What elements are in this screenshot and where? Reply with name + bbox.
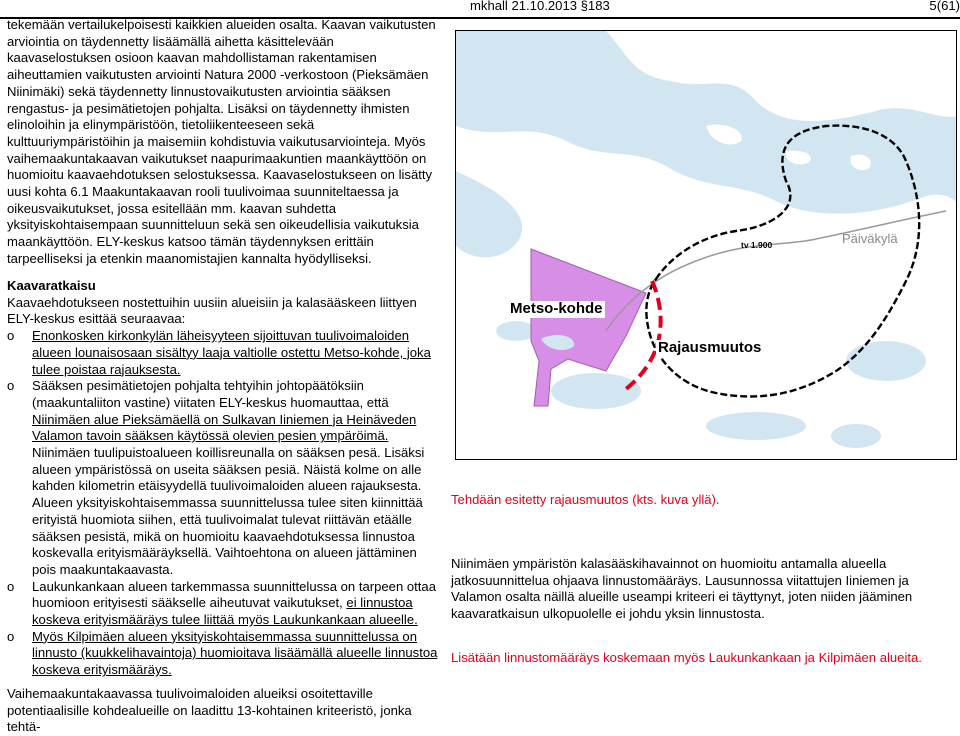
lake-3 (846, 341, 926, 381)
bullet-text: Sääksen pesimätietojen pohjalta tehtyihin johtopäätöksiin (maakuntaliiton vastine) viitaten ELY-keskus huomauttaa, että (32, 378, 389, 410)
bullet-item (7, 328, 439, 378)
bullet-marker: o (7, 328, 15, 344)
bottom-paragraph (7, 686, 439, 736)
bullet-item (7, 579, 439, 629)
lake-4 (496, 321, 536, 341)
bullet-text: Niinimäen tuulipuistoalueen koillisreunalla on sääksen pesä. Lisäksi alueen ympäristössä on useita sääksen pesiä. Näistä kolme on alle kahden kilometrin etäisyydellä tuulivoimaloiden alueen rajauksesta. Alueen yksityiskohtaisemmassa suunnittelussa tulee siten kiinnittää erityistä huomiota siihen, että tuulivoimalat tulevat riittävän etäälle sääksen pesistä, mikä on huomioitu kaavaehdotuksessa linnustoa koskevalla erityismääräyksellä. Vaihtoehtona on alueen jättäminen pois maakuntakaavasta. (32, 445, 425, 577)
bullet-text: Enonkosken kirkonkylän läheisyyteen sijoittuvan tuulivoimaloiden alueen lounaisosaan sisältyy laaja valtiolle ostettu Metso-kohde, joka tulee poistaa rajauksesta. (32, 328, 431, 377)
label-rajausmuutos: Rajausmuutos (658, 339, 762, 356)
section-heading: Kaavaratkaisu (7, 278, 96, 293)
bottom-text: Vaihemaakuntakaavassa tuulivoimaloiden alueiksi osoitettaville potentiaalisille kohdealueille on laadittu 13-kohtainen kriteeristö, jonka tehtä- (7, 686, 412, 735)
lake-2 (706, 412, 806, 440)
bullet-marker: o (7, 378, 15, 394)
bullet-item (7, 629, 439, 679)
lake-5 (831, 424, 881, 448)
map-figure (455, 30, 957, 460)
label-tv-mast: tv 1.900 (741, 240, 773, 250)
page-header (470, 0, 960, 16)
label-paivakyla: Päiväkylä (842, 231, 898, 246)
lake-1 (551, 373, 641, 409)
land-mass-north (456, 31, 957, 121)
section-lead: Kaavaehdotukseen nostettuihin uusiin alueisiin ja kalasääskeen liittyen ELY-keskus esittää seuraavaa: (7, 294, 417, 327)
bullet-marker: o (7, 578, 15, 594)
bullet-list (7, 328, 439, 679)
bullet-text: Myös Kilpimäen alueen yksityiskohtaisemmassa suunnittelussa on linnusto (kuukkelihavaintoja) huomioitava lisäämällä alueelle linnustoa koskeva erityismääräys. (32, 628, 438, 678)
island-3 (850, 155, 870, 170)
bullet-text: Laukunkankaan alueen tarkemmassa suunnittelussa on tarpeen ottaa huomioon erityisesti sääkselle aiheutuvat vaikutukset, (32, 578, 436, 611)
note-laukunkangas-kilpimaki: Lisätään linnustomääräys koskemaan myös Laukunkankaan ja Kilpimäen alueita. (451, 650, 922, 665)
note-rajausmuutos: Tehdään esitetty rajausmuutos (kts. kuva yllä). (451, 492, 720, 507)
bullet-text: ei linnustoa koskeva erityismääräys tulee liittää myös Laukunkankaan alueelle. (32, 595, 418, 628)
label-metso-kohde: Metso-kohde (510, 300, 603, 317)
bullet-text: Niinimäen alue Pieksämäellä on Sulkavan Iiniemen ja Heinäveden Valamon tavoin sääksen käytössä olevien pesien ympäröimä. (32, 411, 417, 444)
kaavaratkaisu-section (7, 278, 439, 679)
bullet-marker: o (7, 628, 15, 644)
page-number: 5(61) (929, 0, 960, 13)
intro-paragraph (7, 17, 439, 268)
intro-text: tekemään vertailukelpoisesti kaikkien alueiden osalta. Kaavan vaikutusten arviointia on täydennetty lisäämällä aihetta käsittelevään kaavaselostuksen osioon kaavan mahdollistaman rakentamisen aiheuttamien vaikutusten arviointi Natura 2000 -verkostoon (Pieksämäen Niinimäki) sekä täydennetty linnustovaikutusten arviointia sääksen rengastus- ja pesimätietojen pohjalta. Lisäksi on täydennetty ihmisten elinoloihin ja elinympäristöön, tietoliikenteeseen sekä kulttuuriympäristöihin ja maisemiin kohdistuvia vaikutusarviointeja. Myös vaihemaakuntakaavan vaikutukset naapurimaakuntien maankäyttöön on huomioitu kaavaehdotuksen selostuksessa. Kaavaselostukseen on lisätty uusi kohta 6.1 Maakuntakaavan rooli tuulivoimaa suunniteltaessa ja oikeusvaikutukset, jossa esitellään mm. kaavan suhdetta yksityiskohtaisempaan suunnitteluun sekä sen oikeudellisia vaikutuksia maankäyttöön. ELY-keskus katsoo tämän täydennyksen erittäin tarpeelliseksi ja etenkin maanomistajien kannalta hyödylliseksi. (7, 17, 436, 266)
island-2 (786, 151, 811, 165)
bullet-item (7, 378, 439, 578)
note-niinimaki: Niinimäen ympäristön kalasääskihavainnot on huomioitu antamalla alueella jatkosuunnittelua ohjaava linnustomääräys. Lausunnossa viitattujen Iiniemen ja Valamon osalta näillä alueille useampi kriteeri ei täyttynyt, joten niiden jääminen kaavaratkaisun ulkopuolelle ei johdu yksin linnustosta. (451, 556, 913, 621)
document-meta: mkhall 21.10.2013 §183 (470, 0, 610, 13)
island-1 (706, 125, 742, 145)
